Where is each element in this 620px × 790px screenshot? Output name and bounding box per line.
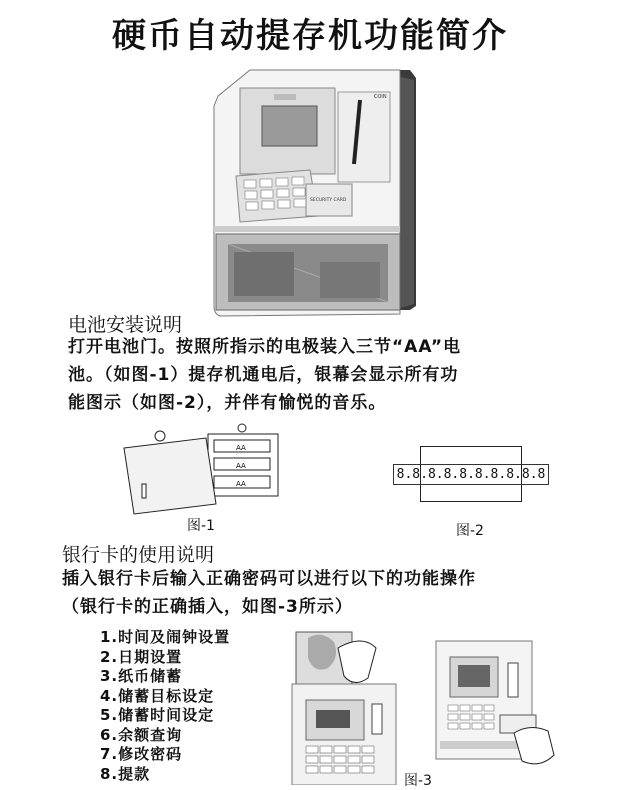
card-instructions [62, 565, 592, 621]
battery-line: 能图示（如图-2），并伴有愉悦的音乐。 [68, 393, 387, 413]
list-item: 5.储蓄时间设定 [100, 706, 215, 724]
atm-card-side-image [430, 635, 560, 775]
card-heading: 银行卡的使用说明 [62, 544, 215, 566]
battery-heading: 电池安装说明 [68, 314, 183, 336]
list-item: 4.储蓄目标设定 [100, 686, 215, 705]
fig3-caption: 图-3 [404, 773, 432, 789]
list-item: 2.日期设置 [100, 647, 183, 666]
battery-label-2: AA [236, 462, 246, 470]
battery-compartment-figure [120, 420, 290, 520]
lcd-display-figure [396, 446, 546, 502]
card-insertion-image [288, 628, 403, 785]
atm-product-image [210, 66, 425, 321]
card-line: （银行卡的正确插入，如图-3所示） [62, 597, 353, 617]
battery-line: 打开电池门。按照所指示的电极装入三节“AA”电 [68, 337, 462, 357]
page-title: 硬币自动提存机功能简介 [112, 16, 508, 56]
card-line: 插入银行卡后输入正确密码可以进行以下的功能操作 [62, 569, 476, 589]
fig1-caption: 图-1 [187, 518, 215, 534]
battery-instructions [68, 333, 588, 417]
battery-label-1: AA [236, 444, 246, 452]
list-item: 8.提款 [100, 764, 151, 783]
lcd-digits: 8.8.8.8.8.8.8.8.8.8 [393, 464, 550, 485]
coin-label: COIN [374, 94, 387, 100]
list-item: 1.时间及闹钟设置 [100, 628, 231, 646]
list-item: 3.纸币储蓄 [100, 667, 183, 685]
battery-label-3: AA [236, 480, 246, 488]
list-item: 7.修改密码 [100, 745, 183, 763]
fig2-caption: 图-2 [456, 523, 484, 539]
security-card-label: SECURITY CARD [310, 198, 347, 203]
function-list [100, 628, 280, 784]
battery-line: 池。（如图-1）提存机通电后，银幕会显示所有功 [68, 365, 459, 385]
list-item: 6.余额查询 [100, 725, 183, 744]
